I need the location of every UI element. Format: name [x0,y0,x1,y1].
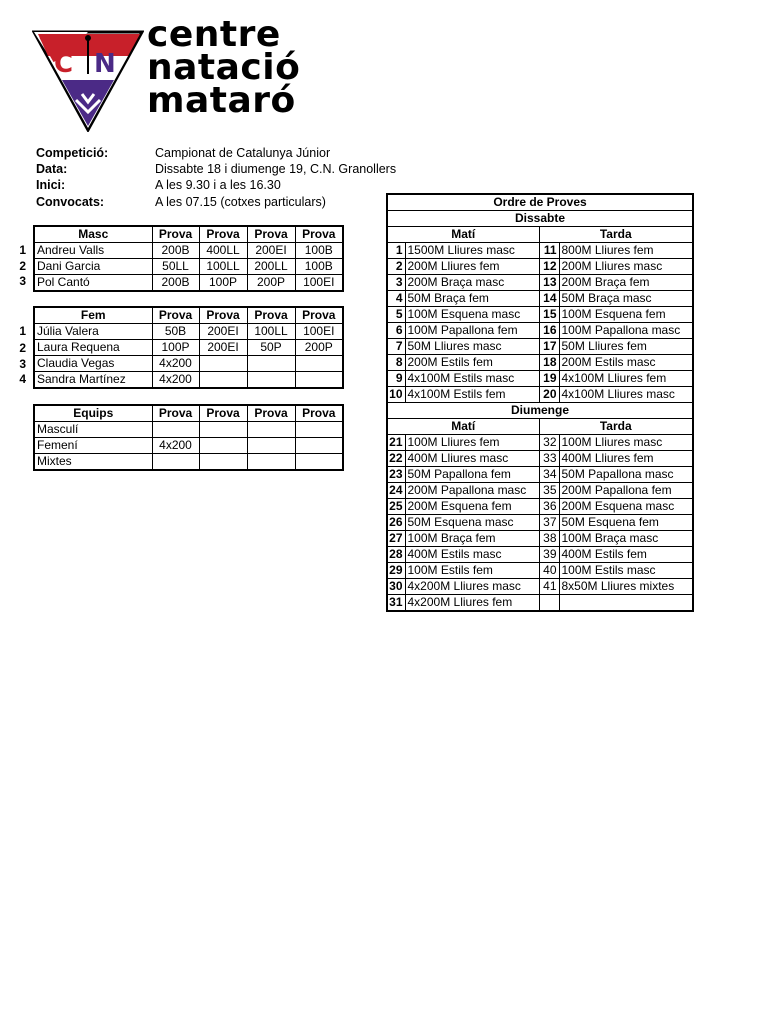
event-cell [199,422,247,438]
event-cell: 100P [152,340,199,356]
event-number: 15 [539,307,559,323]
event-number: 27 [387,531,405,547]
event-row [387,259,693,275]
event-cell: 50B [152,324,199,340]
event-number: 28 [387,547,405,563]
event-row [387,435,693,451]
event-number: 23 [387,467,405,483]
event-name: 200M Lliures masc [559,259,693,275]
event-number: 5 [387,307,405,323]
row-number: 3 [19,274,26,288]
club-logo-icon [32,14,144,132]
event-number: 35 [539,483,559,499]
table-row [34,438,343,454]
event-number: 21 [387,435,405,451]
event-cell: 4x200 [152,372,199,389]
event-cell: 200B [152,243,199,259]
event-cell: 50LL [152,259,199,275]
event-cell: 100LL [199,259,247,275]
info-label: Convocats: [36,194,105,209]
event-cell: 100B [295,243,343,259]
prova-header: Prova [295,226,343,243]
info-label: Data: [36,162,68,177]
event-number: 10 [387,387,405,403]
prova-header: Prova [152,307,199,324]
event-name: 100M Esquena masc [405,307,539,323]
afternoon-header: Tarda [539,419,693,435]
event-order-title: Ordre de Proves [387,194,693,211]
morning-header: Matí [387,419,539,435]
row-number: 4 [19,372,26,386]
prova-header: Prova [199,405,247,422]
row-number: 1 [19,324,26,338]
prova-header: Prova [295,307,343,324]
event-name: 50M Lliures masc [405,339,539,355]
event-number: 14 [539,291,559,307]
event-cell: 200EI [247,243,295,259]
event-cell: 100EI [295,324,343,340]
event-number: 3 [387,275,405,291]
event-number: 33 [539,451,559,467]
event-number: 29 [387,563,405,579]
table-row [34,275,343,292]
team-name: Masculí [34,422,152,438]
table-row [34,243,343,259]
event-number: 17 [539,339,559,355]
event-row [387,339,693,355]
fem-header: Fem [34,307,152,324]
event-number: 32 [539,435,559,451]
swimmer-name: Sandra Martínez [34,372,152,389]
event-name: 4x200M Lliures masc [405,579,539,595]
event-row [387,563,693,579]
event-number: 36 [539,499,559,515]
event-name: 100M Papallona masc [559,323,693,339]
event-number: 9 [387,371,405,387]
event-name: 100M Braça masc [559,531,693,547]
event-cell [152,422,199,438]
morning-header: Matí [387,227,539,243]
brand-line-2: natació [147,47,301,88]
event-name: 800M Lliures fem [559,243,693,259]
prova-header: Prova [199,226,247,243]
event-cell: 4x200 [152,356,199,372]
event-name: 200M Esquena fem [405,499,539,515]
svg-text:N: N [94,49,116,79]
table-row [34,356,343,372]
event-cell [247,454,295,471]
event-number: 2 [387,259,405,275]
info-label: Competició: [36,146,109,160]
teams-table [33,404,344,471]
event-name: 200M Lliures fem [405,259,539,275]
event-row [387,499,693,515]
prova-header: Prova [152,226,199,243]
event-name: 50M Papallona masc [559,467,693,483]
prova-header: Prova [247,226,295,243]
masc-header: Masc [34,226,152,243]
event-cell [247,422,295,438]
event-name: 400M Estils fem [559,547,693,563]
event-row [387,307,693,323]
event-cell: 400LL [199,243,247,259]
event-number: 20 [539,387,559,403]
event-number: 39 [539,547,559,563]
event-name: 4x100M Estils fem [405,387,539,403]
event-cell [199,372,247,389]
event-row [387,483,693,499]
event-name: 50M Esquena masc [405,515,539,531]
event-name: 100M Braça fem [405,531,539,547]
event-name: 200M Esquena masc [559,499,693,515]
swimmer-name: Claudia Vegas [34,356,152,372]
event-name: 200M Estils masc [559,355,693,371]
svg-text:C: C [54,49,74,79]
event-cell: 200LL [247,259,295,275]
event-row [387,579,693,595]
prova-header: Prova [247,405,295,422]
info-label: Inici: [36,178,66,193]
event-cell [199,454,247,471]
event-cell [247,438,295,454]
table-row [34,259,343,275]
event-row [387,355,693,371]
event-number: 16 [539,323,559,339]
event-cell: 200B [152,275,199,292]
event-name: 8x50M Lliures mixtes [559,579,693,595]
event-number: 19 [539,371,559,387]
event-row [387,547,693,563]
event-name: 1500M Lliures masc [405,243,539,259]
event-number: 11 [539,243,559,259]
event-cell [295,438,343,454]
event-name: 200M Braça masc [405,275,539,291]
event-number: 13 [539,275,559,291]
swimmer-name: Pol Cantó [34,275,152,292]
info-value: A les 9.30 i a les 16.30 [155,178,281,193]
event-number: 25 [387,499,405,515]
event-number: 38 [539,531,559,547]
row-number: 2 [19,341,26,355]
event-number: 24 [387,483,405,499]
info-value: A les 07.15 (cotxes particulars) [155,194,326,209]
event-row [387,275,693,291]
event-cell [199,356,247,372]
swimmer-name: Andreu Valls [34,243,152,259]
table-row [34,454,343,471]
event-cell: 200EI [199,340,247,356]
table-row [34,324,343,340]
info-value: Campionat de Catalunya Júnior [155,146,331,160]
team-name: Mixtes [34,454,152,471]
event-number: 8 [387,355,405,371]
event-row [387,323,693,339]
event-cell [152,454,199,471]
event-number: 12 [539,259,559,275]
event-name: 50M Lliures fem [559,339,693,355]
event-name: 4x200M Lliures fem [405,595,539,612]
event-name: 100M Estils fem [405,563,539,579]
event-number [539,595,559,612]
prova-header: Prova [295,405,343,422]
event-name: 100M Lliures fem [405,435,539,451]
event-name: 100M Papallona fem [405,323,539,339]
event-row [387,291,693,307]
teams-header: Equips [34,405,152,422]
event-row [387,515,693,531]
event-number: 7 [387,339,405,355]
event-cell [295,356,343,372]
event-cell [247,372,295,389]
event-cell [199,438,247,454]
event-row [387,243,693,259]
swimmer-name: Dani Garcia [34,259,152,275]
event-row [387,387,693,403]
event-number: 18 [539,355,559,371]
event-name: 200M Papallona masc [405,483,539,499]
event-name: 100M Estils masc [559,563,693,579]
table-row [34,372,343,389]
event-cell [295,422,343,438]
event-name: 50M Esquena fem [559,515,693,531]
day-header-sunday: Diumenge [387,403,693,419]
prova-header: Prova [199,307,247,324]
afternoon-header: Tarda [539,227,693,243]
event-row [387,595,693,612]
event-row [387,531,693,547]
event-number: 31 [387,595,405,612]
event-name: 200M Braça fem [559,275,693,291]
event-cell: 200EI [199,324,247,340]
event-cell: 200P [247,275,295,292]
event-number: 26 [387,515,405,531]
event-cell [295,454,343,471]
event-number: 40 [539,563,559,579]
event-cell: 100EI [295,275,343,292]
event-name: 4x100M Estils masc [405,371,539,387]
row-number: 2 [19,259,26,273]
event-order-table [386,193,694,612]
event-cell: 100P [199,275,247,292]
event-row [387,371,693,387]
event-name: 200M Papallona fem [559,483,693,499]
event-cell [295,372,343,389]
row-number: 3 [19,357,26,371]
event-cell: 200P [295,340,343,356]
fem-table [33,306,344,389]
prova-header: Prova [152,405,199,422]
event-name: 400M Estils masc [405,547,539,563]
table-row [34,340,343,356]
brand-line-3: mataró [147,80,296,121]
event-number: 37 [539,515,559,531]
event-name: 4x100M Lliures fem [559,371,693,387]
event-name: 50M Braça masc [559,291,693,307]
swimmer-name: Laura Requena [34,340,152,356]
event-name [559,595,693,612]
event-number: 6 [387,323,405,339]
event-number: 41 [539,579,559,595]
event-cell: 100LL [247,324,295,340]
event-row [387,451,693,467]
competition-info [36,145,396,210]
swimmer-name: Júlia Valera [34,324,152,340]
event-row [387,467,693,483]
masc-table [33,225,344,292]
event-name: 50M Papallona fem [405,467,539,483]
event-name: 400M Lliures fem [559,451,693,467]
event-number: 1 [387,243,405,259]
table-row [34,422,343,438]
row-number: 1 [19,243,26,257]
info-value: Dissabte 18 i diumenge 19, C.N. Granollers [155,162,397,177]
club-name [147,14,301,121]
brand-line-1: centre [147,14,281,55]
event-cell: 4x200 [152,438,199,454]
event-cell: 100B [295,259,343,275]
event-cell [247,356,295,372]
event-name: 50M Braça fem [405,291,539,307]
event-name: 100M Esquena fem [559,307,693,323]
event-name: 400M Lliures masc [405,451,539,467]
event-name: 4x100M Lliures masc [559,387,693,403]
event-number: 22 [387,451,405,467]
event-name: 100M Lliures masc [559,435,693,451]
event-number: 4 [387,291,405,307]
day-header-saturday: Dissabte [387,211,693,227]
prova-header: Prova [247,307,295,324]
event-number: 30 [387,579,405,595]
team-name: Femení [34,438,152,454]
event-name: 200M Estils fem [405,355,539,371]
event-number: 34 [539,467,559,483]
event-cell: 50P [247,340,295,356]
